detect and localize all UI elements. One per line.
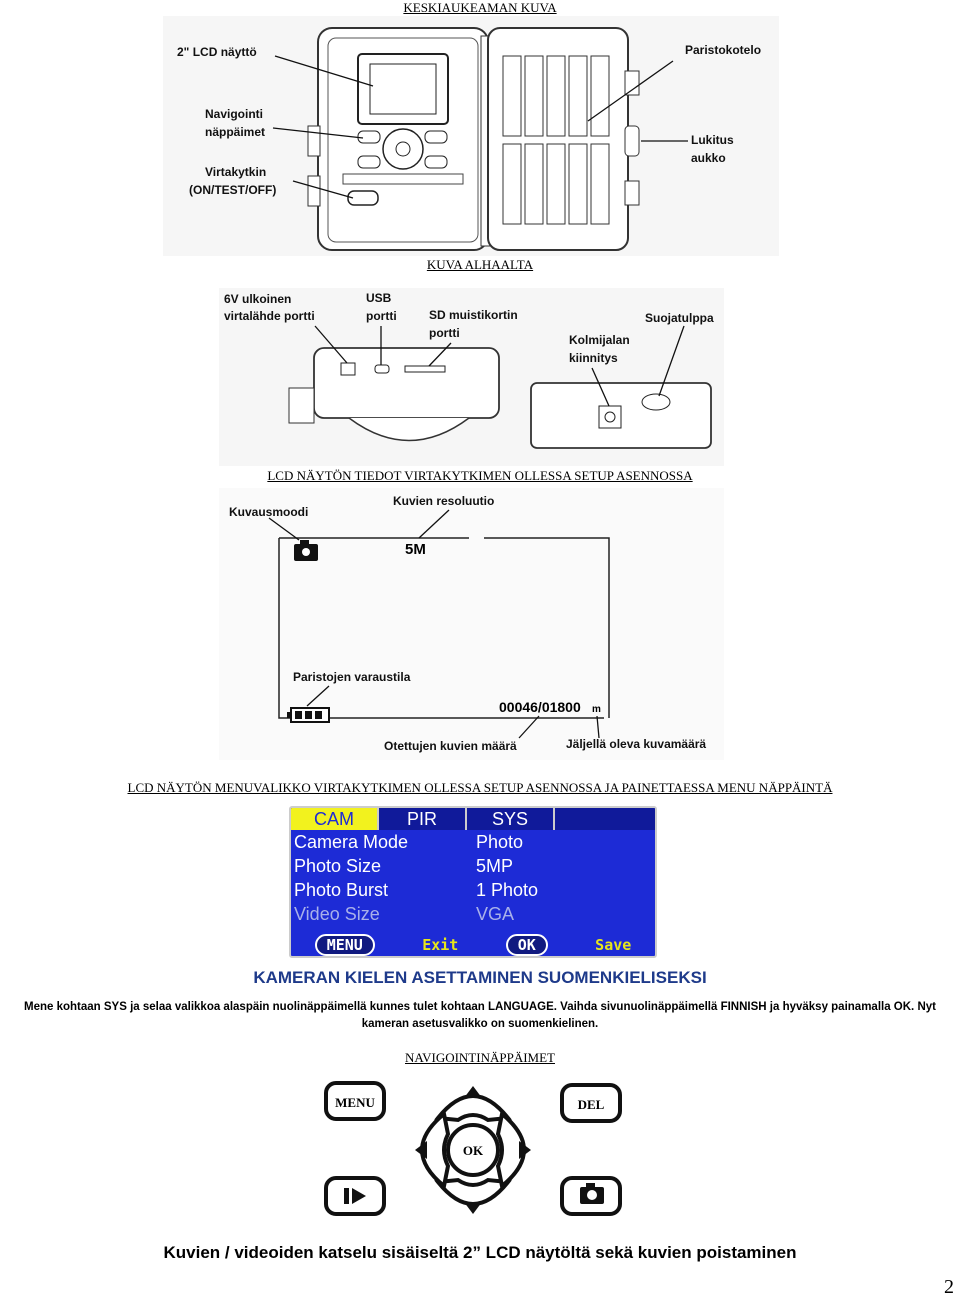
arrow-down-icon [464,1202,482,1214]
label-remaining: Jäljellä oleva kuvamäärä [566,737,707,751]
arrow-up-icon [464,1086,482,1098]
label-ext-power-2: virtalähde portti [224,309,315,323]
photo-counter: 00046/01800 [499,699,581,715]
menu-tabs [291,808,655,830]
menu-row-value: 5MP [476,856,514,876]
menu-row-value: Photo [476,832,524,852]
camera-front-diagram [163,16,779,256]
caption-lcd-info: LCD NÄYTÖN TIEDOT VIRTAKYTKIMEN OLLESSA SETUP ASENNOSSA [267,468,693,483]
page-number: 2 [944,1276,954,1298]
language-text-line-2: kameran asetusvalikko on suomenkielinen. [361,1018,599,1030]
menu-row-video-size[interactable] [291,902,655,926]
play-icon [344,1188,349,1204]
viewing-section-title: Kuvien / videoiden katselu sisäiseltä 2” LCD näytöltä sekä kuvien poistaminen [163,1243,797,1262]
label-taken: Otettujen kuvien määrä [384,739,517,753]
menu-footer [291,934,655,956]
menu-row-key: Video Size [294,904,380,924]
tab-sys[interactable]: SYS [467,808,555,830]
caption-front-view: KESKIAUKEAMAN KUVA [403,0,557,15]
label-mode: Kuvausmoodi [229,505,309,519]
caption-nav: NAVIGOINTINÄPPÄIMET [405,1050,555,1065]
menu-row-camera-mode[interactable] [291,830,655,854]
language-text-line-1: Mene kohtaan SYS ja selaa valikkoa alaspäin nuolinäppäimellä kunnes tulet kohtaan LANGUAGE. Vaihda sivunuolinäppäimellä FINNISH ja hyväksy painamalla OK. Nyt [24,1001,936,1013]
label-usb-1: USB [366,291,392,305]
menu-footer-save[interactable]: Save [595,936,632,954]
tab-pir[interactable]: PIR [379,808,467,830]
menu-row-value: VGA [476,904,515,924]
caption-lcd-menu: LCD NÄYTÖN MENUVALIKKO VIRTAKYTKIMEN OLLESSA SETUP ASENNOSSA JA PAINETTAESSA MENU NÄPPÄINTÄ [127,780,833,795]
menu-footer-ok[interactable]: OK [506,934,548,956]
label-tripod-1: Kolmijalan [569,333,630,347]
up-arrow-button[interactable] [438,1096,508,1120]
label-lock-2: aukko [691,151,726,165]
menu-button-label: MENU [335,1095,375,1110]
ok-button-label: OK [462,1143,484,1158]
label-tripod-2: kiinnitys [569,351,618,365]
menu-button[interactable] [326,1083,384,1119]
label-battery: Paristokotelo [685,43,762,57]
lcd-menu-screen [289,806,657,958]
down-arrow-button[interactable] [438,1180,508,1204]
menu-row-key: Photo Size [294,856,382,876]
label-power-2: (ON/TEST/OFF) [189,183,277,197]
menu-row-photo-burst[interactable] [291,878,655,902]
menu-footer-exit[interactable]: Exit [422,936,459,954]
label-sd-2: portti [429,326,460,340]
label-lcd: 2" LCD näyttö [177,45,257,59]
menu-row-value: 1 Photo [476,880,539,900]
label-resolution: Kuvien resoluutio [393,494,495,508]
label-battery-status: Paristojen varaustila [293,670,411,684]
language-heading: KAMERAN KIELEN ASETTAMINEN SUOMENKIELISEKSI [253,968,707,987]
label-sd-1: SD muistikortin [429,308,518,322]
ok-button[interactable] [448,1125,498,1175]
menu-row-key: Photo Burst [294,880,389,900]
counter-unit: m [592,704,601,715]
label-nav-1: Navigointi [205,107,264,121]
play-button[interactable] [326,1178,384,1214]
shutter-button[interactable] [562,1178,620,1214]
del-button-label: DEL [577,1097,605,1112]
label-cap: Suojatulppa [645,311,714,325]
tab-cam[interactable]: CAM [291,808,379,830]
menu-row-key: Camera Mode [294,832,409,852]
resolution-value: 5M [405,541,426,558]
menu-row-photo-size[interactable] [291,854,655,878]
camera-bottom-diagram [219,288,724,466]
menu-footer-menu[interactable]: MENU [315,934,375,956]
caption-bottom-view: KUVA ALHAALTA [426,257,534,272]
label-nav-2: näppäimet [205,125,266,139]
label-lock-1: Lukitus [691,133,734,147]
label-usb-2: portti [366,309,397,323]
del-button[interactable] [562,1085,620,1121]
label-power-1: Virtakytkin [205,165,267,179]
lcd-info-diagram [219,488,724,760]
nav-buttons-diagram [318,1074,628,1226]
label-ext-power-1: 6V ulkoinen [224,292,292,306]
